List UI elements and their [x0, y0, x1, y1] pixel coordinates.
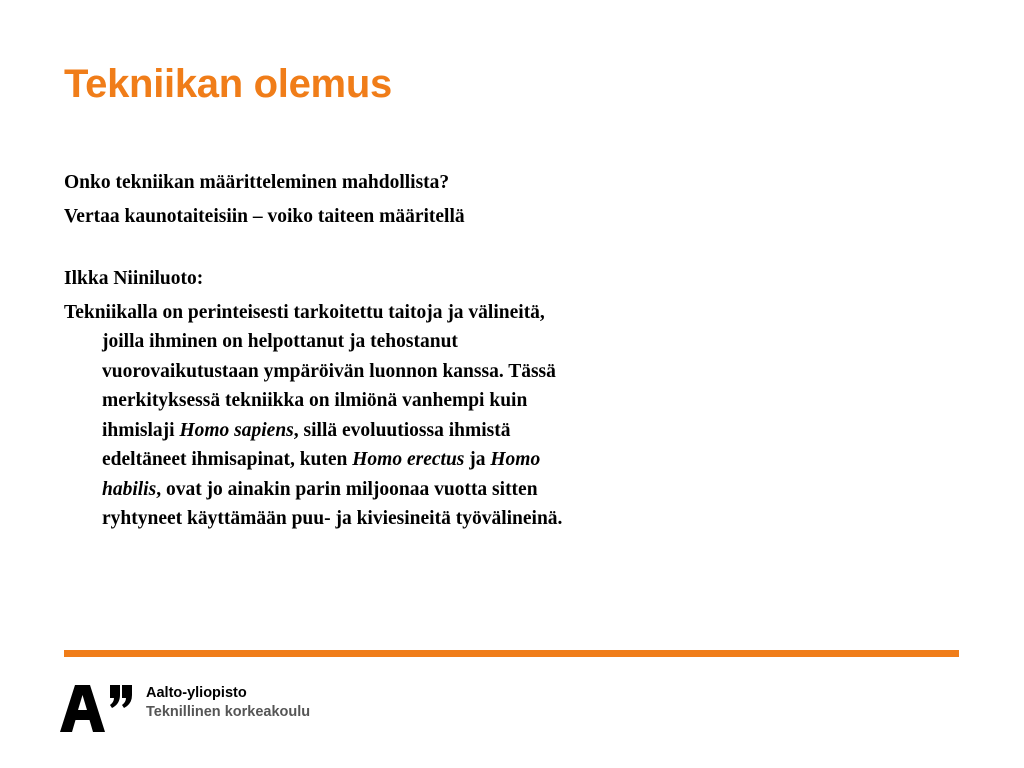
slide-title: Tekniikan olemus — [64, 62, 392, 106]
slide-body — [64, 168, 584, 538]
quote-text-part1: Tekniikalla on perinteisesti tarkoitettu taitoja ja välineitä, joilla ihminen on helpottanut ja tehostanut vuorovaikutustaan ympäröivän luonnon kanssa. Tässä merkityksessä tekniikka on ilmiönä vanhempi kuin ihmislaji — [64, 301, 556, 441]
quote-text-part2: , sillä evoluutiossa ihmistä edeltäneet ihmisapinat, kuten — [102, 419, 511, 470]
quote-text-part4: , ovat jo ainakin parin miljoonaa vuotta sitten ryhtyneet käyttämään puu- ja kiviesineitä työvälineinä. — [102, 478, 563, 529]
quote-text-part3: ja — [464, 449, 491, 470]
logo-school-name: Teknillinen korkeakoulu — [146, 704, 311, 720]
species-homo-habilis: Homo habilis — [102, 449, 541, 500]
quote-attribution: Ilkka Niiniluoto: — [64, 268, 204, 289]
body-question: Onko tekniikan määritteleminen mahdollista? — [64, 172, 450, 193]
quote-paragraph — [64, 298, 584, 534]
species-homo-sapiens: Homo sapiens — [179, 419, 294, 441]
body-comparison: Vertaa kaunotaiteisiin – voiko taiteen määritellä — [64, 205, 465, 227]
aalto-logo — [60, 682, 360, 738]
aalto-logo-text — [146, 684, 310, 722]
logo-university-name: Aalto-yliopisto — [146, 685, 247, 701]
aalto-logo-icon — [60, 682, 136, 734]
species-homo-erectus: Homo erectus — [352, 449, 465, 470]
footer-divider — [64, 650, 959, 657]
